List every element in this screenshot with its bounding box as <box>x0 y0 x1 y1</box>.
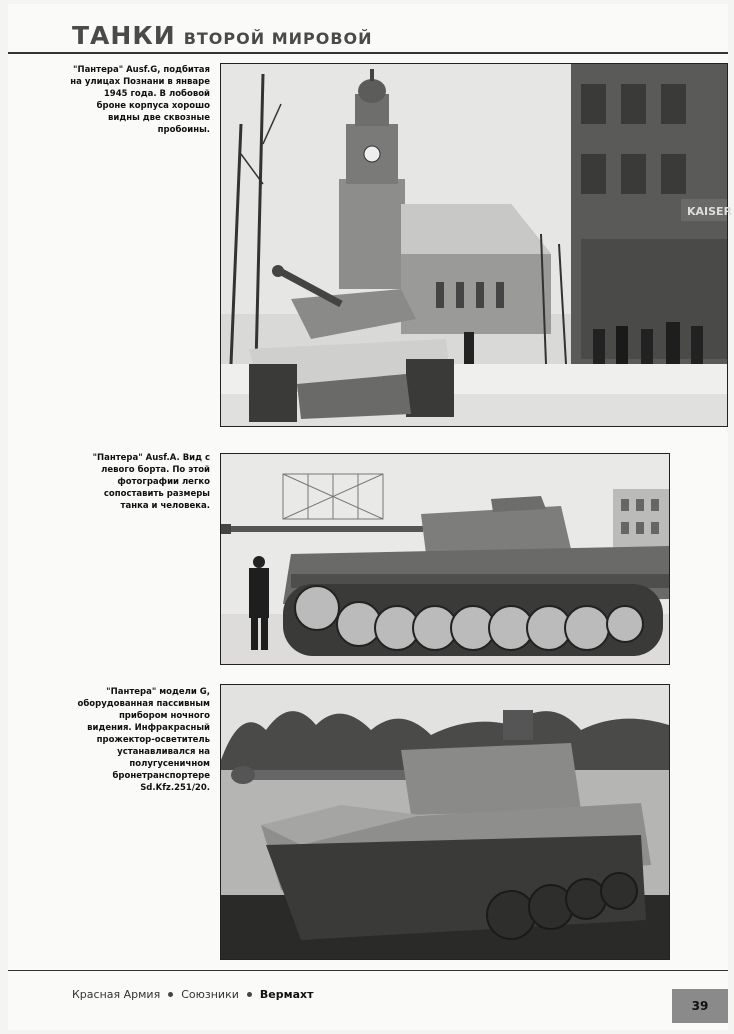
caption-2 <box>60 452 210 512</box>
caption-1-line: пробоины. <box>157 125 210 135</box>
caption-3-line: устанавливался на <box>117 747 210 757</box>
caption-3-line: прожектор-осветитель <box>96 735 210 745</box>
caption-3-line: "Пантера" модели G, <box>106 687 210 697</box>
caption-2-line: фотографии легко <box>117 477 210 487</box>
page <box>8 4 733 1030</box>
caption-1-line: видны две сквозные <box>108 113 210 123</box>
header-title-sub: ВТОРОЙ МИРОВОЙ <box>183 29 373 48</box>
photo-panther-side <box>220 453 670 665</box>
caption-3-line: полугусеничном <box>129 759 210 769</box>
photo-panther-poznan <box>220 63 733 427</box>
footer-nav-separator <box>168 992 173 997</box>
caption-3-line: оборудованная пассивным <box>77 699 210 709</box>
caption-2-line: левого борта. По этой <box>101 465 210 475</box>
header-title-main: ТАНКИ <box>72 21 176 50</box>
caption-3-line: бронетранспортере <box>112 771 210 781</box>
footer-nav-separator <box>247 992 252 997</box>
caption-1 <box>60 64 210 136</box>
photo-panther-night-vision <box>220 684 670 960</box>
caption-2-line: танка и человека. <box>120 501 210 511</box>
caption-1-line: 1945 года. В лобовой <box>103 89 210 99</box>
caption-3-line: видения. Инфракрасный <box>87 723 210 733</box>
caption-2-line: сопоставить размеры <box>103 489 210 499</box>
caption-3-line: Sd.Kfz.251/20. <box>140 783 210 793</box>
caption-2-line: "Пантера" Ausf.A. Вид с <box>92 453 210 463</box>
shop-sign: KAISER <box>687 205 733 218</box>
page-header <box>8 12 728 50</box>
footer-nav-wehrmacht[interactable]: Вермахт <box>259 988 314 1001</box>
footer-nav-red-army[interactable]: Красная Армия <box>72 988 161 1001</box>
footer-nav <box>72 988 313 1001</box>
caption-3-line: прибором ночного <box>118 711 210 721</box>
caption-1-line: броне корпуса хорошо <box>96 101 210 111</box>
footer-nav-allies[interactable]: Союзники <box>181 988 239 1001</box>
header-rule <box>8 52 728 54</box>
caption-3 <box>60 686 210 794</box>
page-number: 39 <box>672 989 728 1023</box>
caption-1-line: на улицах Познани в январе <box>70 77 210 87</box>
footer-rule <box>8 970 728 971</box>
caption-1-line: "Пантера" Ausf.G, подбитая <box>73 65 210 75</box>
